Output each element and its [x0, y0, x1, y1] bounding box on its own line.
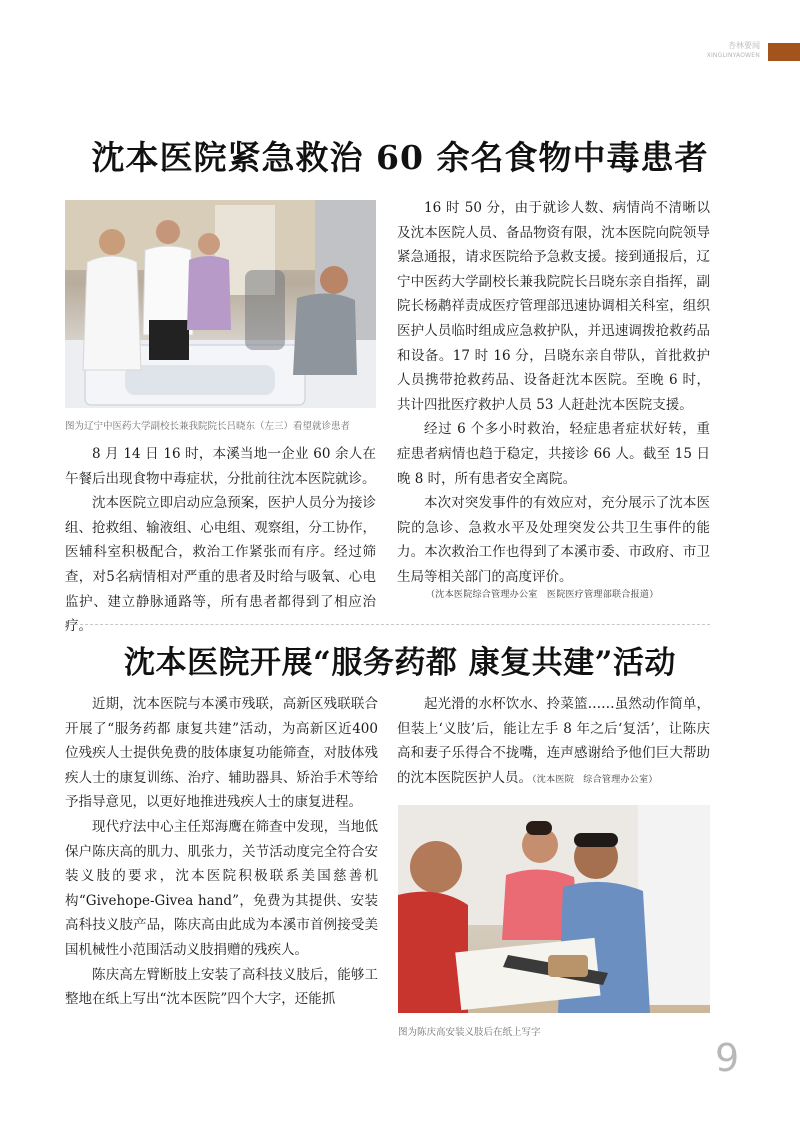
article2-photo	[398, 805, 710, 1013]
article1-right-column	[397, 196, 710, 590]
article1-credit: （沈本医院综合管理办公室 医院医疗管理部联合报道）	[426, 590, 659, 600]
prosthetic-writing-illustration	[398, 805, 710, 1013]
article1-paragraph: 经过 6 个多小时救治，轻症患者症状好转，重症患者病情也趋于稳定，共接诊 66 人。截至 15 日晚 8 时，所有患者安全离院。	[397, 421, 710, 487]
page-number: 9	[715, 1036, 740, 1080]
article1-title: 沈本医院紧急救治 60 余名食物中毒患者	[91, 138, 709, 177]
article2-title: 沈本医院开展“服务药都 康复共建”活动	[124, 645, 676, 681]
article-divider	[65, 624, 710, 625]
hospital-ward-illustration	[65, 200, 376, 408]
article1-photo-caption: 图为辽宁中医药大学副校长兼我院院长吕晓东（左三）看望就诊患者	[65, 421, 351, 432]
article1-paragraph: 沈本医院立即启动应急预案，医护人员分为接诊组、抢救组、输液组、心电组、观察组，分工协作，医辅科室积极配合，救治工作紧张而有序。经过筛查，对5名病情相对严重的患者及时给与吸氧、心电监护、建立静脉通路等，所有患者都得到了相应治疗。	[65, 495, 376, 635]
article2-paragraph: 近期，沈本医院与本溪市残联，高新区残联联合开展了“服务药都 康复共建”活动，为高新区近400位残疾人士提供免费的肢体康复功能筛查，对肢体残疾人士的康复训练、治疗、辅助器具、矫治手术等给予指导意见，以更好地推进残疾人士的康复进程。	[65, 696, 378, 811]
section-tag	[700, 40, 760, 60]
article2-photo-caption: 图为陈庆高安装义肢后在纸上写字	[398, 1027, 541, 1038]
article1-photo	[65, 200, 376, 408]
article1-left-column	[65, 442, 376, 639]
section-accent-bar	[768, 43, 800, 61]
article2-right-column	[397, 692, 710, 792]
article2-paragraph-continued	[397, 692, 710, 792]
article2-paragraph: 陈庆高左臂断肢上安装了高科技义肢后，能够工整地在纸上写出“沈本医院”四个大字，还能抓	[65, 966, 378, 1008]
section-name-en: XINGLINYAOWEN	[706, 52, 760, 59]
article2-credit: （沈本医院 综合管理办公室）	[532, 774, 658, 785]
article1-paragraph: 8 月 14 日 16 时，本溪当地一企业 60 余人在午餐后出现食物中毒症状，分批前往沈本医院就诊。	[65, 446, 376, 487]
article2-paragraph: 现代疗法中心主任郑海鹰在筛查中发现，当地低保户陈庆高的肌力、肌张力，关节活动度完全符合安装义肢的要求，沈本医院积极联系美国慈善机构“Givehope-Givea hand”，免费为其提供、安装高科技义肢产品，陈庆高由此成为本溪市首例接受美国机械性小范围活动义肢捐赠的残疾人。	[65, 818, 378, 958]
article1-paragraph: 16 时 50 分，由于就诊人数、病情尚不清晰以及沈本医院人员、备品物资有限，沈本医院向院领导紧急通报，请求医院给予急救支援。接到通报后，辽宁中医药大学副校长兼我院院长吕晓东亲自指挥，副院长杨鹔祥责成医疗管理部迅速协调相关科室，组织医护人员临时组成应急救护队，并迅速调拨抢救药品和设备。17 时 16 分，吕晓东亲自带队，首批救护人员携带抢救药品、设备赶沈本医院。至晚 6 时，共计四批医疗救护人员 53 人赶赴沈本医院支援。	[397, 200, 710, 413]
article2-continued-text: 起光滑的水杯饮水、拎菜篮……虽然动作简单，但装上‘义肢’后，能让左手 8 年之后‘复活’，让陈庆高和妻子乐得合不拢嘴，连声感谢给予他们巨大帮助的沈本医院医护人员。	[397, 696, 710, 786]
article1-paragraph: 本次对突发事件的有效应对，充分展示了沈本医院的急诊、急救水平及处理突发公共卫生事件的能力。本次救治工作也得到了本溪市委、市政府、市卫生局等相关部门的高度评价。	[397, 495, 710, 585]
article2-left-column	[65, 692, 378, 1012]
section-name-cn: 杏林要闻	[728, 41, 760, 50]
